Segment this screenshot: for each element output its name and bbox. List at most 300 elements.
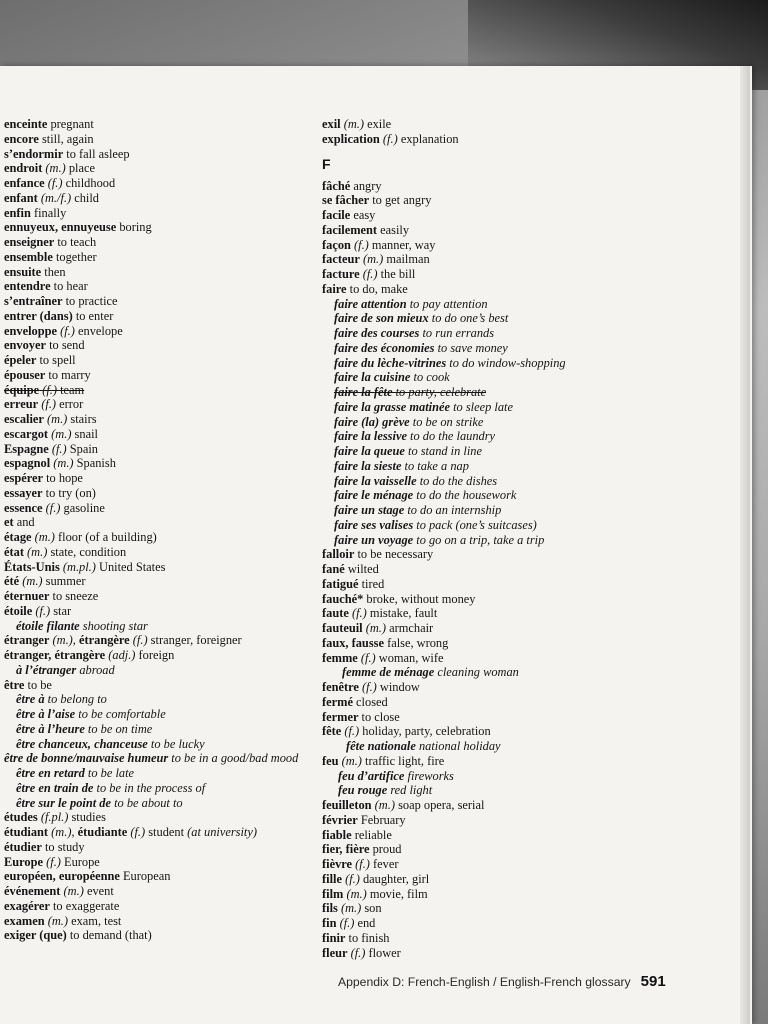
glossary-entry bbox=[322, 946, 622, 961]
definition: to spell bbox=[36, 353, 76, 367]
glossary-entry bbox=[4, 147, 304, 162]
glossary-entry bbox=[322, 606, 622, 621]
headword: feuilleton bbox=[322, 798, 372, 812]
definition: false, wrong bbox=[383, 635, 449, 650]
headword: faux, fausse bbox=[322, 635, 384, 650]
headword: erreur bbox=[4, 397, 39, 412]
glossary-entry bbox=[322, 931, 622, 946]
glossary-entry bbox=[4, 810, 304, 825]
phrase-translation: to do the housework bbox=[413, 488, 517, 503]
headword: et bbox=[4, 515, 14, 530]
definition: to fall asleep bbox=[63, 146, 130, 161]
phrase: faire du lèche-vitrines bbox=[334, 355, 447, 370]
definition: to hope bbox=[43, 471, 83, 485]
headword: fâché bbox=[322, 178, 351, 193]
part-of-speech: (f.) bbox=[341, 871, 360, 886]
glossary-entry bbox=[4, 633, 304, 648]
headword: étage bbox=[4, 530, 32, 544]
glossary-entry bbox=[4, 486, 304, 501]
phrase: faire la sieste bbox=[334, 458, 402, 473]
headword-feminine: étudiante bbox=[77, 825, 128, 839]
definition: summer bbox=[42, 574, 86, 589]
definition: manner, way bbox=[368, 237, 436, 252]
headword: entrer (dans) bbox=[4, 308, 73, 323]
part-of-speech: (f.) bbox=[44, 176, 63, 190]
headword: étranger bbox=[4, 633, 50, 648]
headword: espagnol bbox=[4, 456, 51, 471]
glossary-subentry bbox=[322, 503, 622, 518]
headword: feu bbox=[322, 753, 339, 768]
phrase-translation: to do one’s best bbox=[428, 311, 509, 326]
definition: to do, make bbox=[346, 281, 408, 296]
phrase-translation: to be late bbox=[84, 766, 135, 780]
headword: ensemble bbox=[4, 249, 53, 264]
phrase-translation: national holiday bbox=[415, 739, 501, 753]
headword: falloir bbox=[322, 547, 355, 562]
definition: to study bbox=[41, 839, 85, 854]
glossary-subentry bbox=[4, 737, 304, 752]
phrase: faire un voyage bbox=[334, 532, 414, 547]
phrase: à l’étranger bbox=[16, 662, 77, 677]
definition: stairs bbox=[67, 412, 97, 426]
usage-note: (at university) bbox=[187, 825, 257, 839]
headword: février bbox=[322, 812, 358, 827]
glossary-subentry bbox=[322, 297, 622, 312]
glossary-subentry bbox=[322, 400, 622, 415]
definition: mailman bbox=[383, 252, 430, 267]
glossary-entry bbox=[4, 914, 304, 929]
headword: facile bbox=[322, 208, 351, 222]
headword: enfance bbox=[4, 176, 45, 190]
headword: fauché* bbox=[322, 591, 364, 606]
definition: and bbox=[13, 515, 35, 530]
glossary-subentry bbox=[4, 692, 304, 707]
struck-text bbox=[334, 385, 486, 399]
glossary-entry bbox=[322, 857, 622, 872]
headword: être bbox=[4, 677, 25, 692]
part-of-speech: (f.) bbox=[127, 825, 146, 839]
definition: to finish bbox=[345, 930, 390, 945]
definition: to exaggerate bbox=[49, 898, 120, 913]
definition: tired bbox=[358, 576, 385, 591]
phrase: faire un stage bbox=[334, 503, 405, 517]
glossary-entry bbox=[322, 798, 622, 813]
phrase-translation: to cook bbox=[410, 370, 450, 385]
headword: se fâcher bbox=[322, 193, 370, 208]
struck-text bbox=[4, 383, 84, 397]
glossary-entry bbox=[4, 383, 304, 398]
definition: to close bbox=[358, 709, 400, 724]
part-of-speech: (m.) bbox=[48, 426, 72, 441]
glossary-subentry bbox=[4, 619, 304, 634]
part-of-speech: (m.) bbox=[42, 161, 66, 176]
definition: United States bbox=[95, 559, 166, 574]
headword: essayer bbox=[4, 485, 43, 500]
part-of-speech: (m.) bbox=[31, 530, 55, 544]
headword: fané bbox=[322, 562, 345, 576]
definition: easy bbox=[350, 208, 376, 222]
phrase-translation: to be in a good/bad mood bbox=[168, 751, 299, 766]
phrase-translation: to be about to bbox=[111, 795, 183, 810]
glossary-entry bbox=[4, 840, 304, 855]
headword: escargot bbox=[4, 426, 49, 441]
phrase-translation: to belong to bbox=[44, 692, 107, 707]
headword: étudiant bbox=[4, 825, 49, 839]
headword: épouser bbox=[4, 367, 46, 382]
definition: error bbox=[56, 397, 84, 412]
phrase-translation: cleaning woman bbox=[434, 665, 519, 680]
glossary-entry bbox=[4, 574, 304, 589]
glossary-subentry bbox=[4, 663, 304, 678]
definition: angry bbox=[350, 178, 382, 193]
definition: soap opera, serial bbox=[394, 798, 485, 812]
phrase-translation: to take a nap bbox=[401, 458, 469, 473]
phrase: être de bonne/mauvaise humeur bbox=[4, 751, 169, 766]
part-of-speech: (m.) bbox=[43, 412, 68, 426]
part-of-speech: (f.) bbox=[43, 854, 61, 869]
glossary-entry bbox=[4, 928, 304, 943]
headword: s’endormir bbox=[4, 146, 64, 161]
part-of-speech: (m.) bbox=[362, 621, 387, 635]
definition: foreign bbox=[135, 648, 175, 662]
glossary-subentry bbox=[322, 429, 622, 444]
glossary-entry bbox=[4, 220, 304, 235]
part-of-speech: (m.) bbox=[23, 544, 48, 559]
headword: ensuite bbox=[4, 264, 42, 279]
part-of-speech: (f.) bbox=[359, 267, 378, 281]
definition: childhood bbox=[62, 176, 116, 190]
glossary-subentry bbox=[322, 459, 622, 474]
phrase: faire la queue bbox=[334, 444, 405, 458]
phrase-translation: to run errands bbox=[419, 326, 495, 340]
phrase: faire la grasse matinée bbox=[334, 399, 450, 414]
glossary-entry bbox=[4, 869, 304, 884]
headword: événement bbox=[4, 884, 61, 898]
part-of-speech: (f.) bbox=[57, 323, 75, 338]
glossary-entry bbox=[4, 265, 304, 280]
headword: facilement bbox=[322, 222, 378, 237]
headword: examen bbox=[4, 913, 45, 928]
glossary-subentry bbox=[4, 707, 304, 722]
glossary-subentry bbox=[322, 518, 622, 533]
definition: European bbox=[119, 869, 171, 884]
definition: state, condition bbox=[47, 544, 127, 559]
headword: facture bbox=[322, 267, 360, 281]
glossary-entry bbox=[4, 338, 304, 353]
glossary-entry bbox=[4, 515, 304, 530]
glossary-entry bbox=[322, 680, 622, 695]
phrase: faire la cuisine bbox=[334, 370, 411, 385]
headword: enseigner bbox=[4, 235, 55, 249]
definition: to demand (that) bbox=[66, 928, 152, 943]
headword: fleur bbox=[322, 945, 348, 960]
glossary-subentry bbox=[322, 341, 622, 356]
glossary-entry bbox=[322, 547, 622, 562]
section-letter-heading: F bbox=[322, 155, 331, 172]
definition: to enter bbox=[72, 308, 114, 323]
glossary-entry bbox=[322, 724, 622, 739]
phrase: être à l’aise bbox=[16, 707, 76, 721]
definition: to be necessary bbox=[354, 547, 434, 562]
page-number: 591 bbox=[640, 973, 666, 990]
definition: team bbox=[57, 382, 85, 397]
glossary-entry bbox=[4, 176, 304, 191]
phrase-translation: to be on time bbox=[84, 721, 153, 736]
definition: exile bbox=[364, 117, 392, 131]
definition: February bbox=[357, 812, 406, 827]
definition: end bbox=[354, 916, 376, 930]
headword: États-Unis bbox=[4, 559, 60, 574]
glossary-entry bbox=[4, 456, 304, 471]
phrase: faire la fête bbox=[334, 385, 393, 399]
glossary-entry bbox=[4, 501, 304, 516]
phrase-translation: to be lucky bbox=[147, 736, 205, 751]
headword: études bbox=[4, 810, 38, 825]
phrase-translation: to be in the process of bbox=[93, 780, 206, 795]
part-of-speech: (m.) bbox=[343, 886, 367, 901]
phrase: être à l’heure bbox=[16, 721, 85, 736]
glossary-entry bbox=[322, 179, 622, 194]
headword: enfant bbox=[4, 190, 38, 205]
glossary-subentry bbox=[4, 722, 304, 737]
phrase-translation: to do window-shopping bbox=[446, 355, 566, 370]
glossary-entry bbox=[4, 825, 304, 840]
definition: exam, test bbox=[68, 913, 122, 928]
definition: envelope bbox=[74, 323, 123, 338]
glossary-entries-e-continued bbox=[322, 117, 622, 147]
glossary-subentry bbox=[4, 751, 304, 766]
definition: Spanish bbox=[73, 456, 116, 471]
definition: then bbox=[41, 264, 66, 279]
glossary-subentry bbox=[322, 488, 622, 503]
definition: wilted bbox=[344, 562, 379, 576]
headword: faire bbox=[322, 281, 347, 296]
definition: student bbox=[145, 825, 188, 839]
part-of-speech: (f.) bbox=[32, 603, 51, 618]
glossary-entry bbox=[4, 678, 304, 693]
part-of-speech: (m.) bbox=[340, 117, 364, 131]
headword: équipe bbox=[4, 382, 40, 397]
headword: épeler bbox=[4, 353, 37, 367]
definition: window bbox=[376, 680, 420, 694]
glossary-subentry bbox=[322, 444, 622, 459]
definition: studies bbox=[68, 810, 106, 825]
headword: fils bbox=[322, 901, 338, 916]
glossary-subentry bbox=[322, 356, 622, 371]
glossary-entry bbox=[4, 471, 304, 486]
glossary-entry bbox=[322, 252, 622, 267]
glossary-entry bbox=[322, 267, 622, 282]
part-of-speech: (f.pl.) bbox=[37, 810, 69, 825]
definition: event bbox=[83, 884, 114, 898]
headword: façon bbox=[322, 237, 351, 252]
phrase: faire de son mieux bbox=[334, 311, 429, 326]
glossary-entry bbox=[322, 828, 622, 843]
headword: entendre bbox=[4, 279, 51, 294]
phrase: faire des courses bbox=[334, 326, 420, 340]
part-of-speech: (m.), bbox=[48, 825, 78, 839]
definition: woman, wife bbox=[375, 650, 444, 665]
headword: film bbox=[322, 886, 344, 901]
glossary-entry bbox=[4, 442, 304, 457]
glossary-entries-f bbox=[322, 179, 622, 961]
headword: fiable bbox=[322, 827, 352, 842]
phrase: être chanceux, chanceuse bbox=[16, 736, 148, 751]
glossary-entry bbox=[4, 353, 304, 368]
phrase-translation: to do the laundry bbox=[406, 429, 496, 444]
phrase: faire (la) grève bbox=[334, 414, 410, 429]
definition: boring bbox=[116, 220, 152, 235]
glossary-subentry bbox=[322, 385, 622, 400]
definition: to hear bbox=[50, 279, 88, 294]
glossary-entry bbox=[322, 132, 622, 147]
glossary-entry bbox=[4, 235, 304, 250]
phrase: être en train de bbox=[16, 780, 94, 795]
glossary-entry bbox=[4, 117, 304, 132]
phrase-translation: to do an internship bbox=[404, 503, 502, 517]
headword: envoyer bbox=[4, 338, 46, 353]
phrase-translation: to be on strike bbox=[409, 414, 484, 429]
definition: to try (on) bbox=[42, 485, 96, 500]
glossary-entry bbox=[322, 592, 622, 607]
definition: to marry bbox=[45, 367, 91, 382]
part-of-speech: (f.) bbox=[348, 606, 367, 621]
definition: star bbox=[50, 603, 72, 618]
phrase-translation: fireworks bbox=[404, 768, 454, 783]
glossary-entry bbox=[4, 397, 304, 412]
headword: endroit bbox=[4, 161, 43, 176]
glossary-column-left bbox=[4, 117, 304, 943]
glossary-entry bbox=[4, 250, 304, 265]
glossary-entry bbox=[4, 368, 304, 383]
headword: exil bbox=[322, 117, 341, 131]
part-of-speech: (m.) bbox=[50, 456, 74, 471]
headword-feminine: étrangère bbox=[79, 633, 130, 648]
definition: traffic light, fire bbox=[361, 753, 445, 768]
definition: armchair bbox=[386, 621, 434, 635]
part-of-speech: (m.pl.) bbox=[59, 559, 96, 574]
phrase: feu d’artifice bbox=[338, 768, 405, 783]
part-of-speech: (f.) bbox=[358, 680, 377, 694]
phrase: être sur le point de bbox=[16, 795, 111, 810]
definition: mistake, fault bbox=[366, 606, 438, 621]
definition: son bbox=[361, 901, 382, 916]
definition: closed bbox=[352, 694, 388, 709]
glossary-subentry bbox=[322, 533, 622, 548]
phrase: étoile filante bbox=[16, 618, 80, 633]
part-of-speech: (m.) bbox=[359, 252, 384, 267]
definition: place bbox=[65, 161, 95, 176]
definition: proud bbox=[369, 842, 402, 857]
glossary-entry bbox=[4, 191, 304, 206]
glossary-subentry bbox=[4, 766, 304, 781]
glossary-entry bbox=[4, 545, 304, 560]
glossary-entry bbox=[4, 560, 304, 575]
phrase-translation: to do the dishes bbox=[416, 473, 498, 488]
part-of-speech: (f.) bbox=[352, 857, 370, 871]
headword: état bbox=[4, 544, 24, 559]
glossary-entry bbox=[322, 193, 622, 208]
headword: encore bbox=[4, 131, 39, 146]
glossary-entry bbox=[4, 884, 304, 899]
headword: faute bbox=[322, 606, 349, 621]
headword: enfin bbox=[4, 205, 31, 220]
glossary-entry bbox=[322, 695, 622, 710]
glossary-entry bbox=[322, 562, 622, 577]
headword: fièvre bbox=[322, 857, 353, 871]
definition: holiday, party, celebration bbox=[359, 724, 491, 739]
glossary-entry bbox=[322, 842, 622, 857]
glossary-entry bbox=[322, 901, 622, 916]
glossary-entry bbox=[4, 309, 304, 324]
phrase: femme de ménage bbox=[342, 665, 435, 680]
headword: finir bbox=[322, 930, 346, 945]
headword: Europe bbox=[4, 854, 44, 869]
headword: fin bbox=[322, 916, 337, 930]
headword: fermé bbox=[322, 694, 353, 709]
headword: enceinte bbox=[4, 117, 48, 131]
glossary-entry bbox=[322, 577, 622, 592]
definition: Spain bbox=[66, 441, 98, 456]
definition: to send bbox=[45, 338, 85, 353]
definition: still, again bbox=[38, 131, 94, 146]
glossary-entry bbox=[4, 899, 304, 914]
definition: together bbox=[52, 249, 97, 264]
definition: gasoline bbox=[60, 500, 105, 515]
glossary-entry bbox=[4, 294, 304, 309]
definition: fever bbox=[369, 857, 399, 871]
part-of-speech: (m.) bbox=[338, 753, 362, 768]
part-of-speech: (f.) bbox=[38, 397, 57, 412]
definition: to be bbox=[24, 677, 52, 692]
glossary-entry bbox=[4, 324, 304, 339]
definition: pregnant bbox=[47, 117, 94, 131]
headword: ennuyeux, ennuyeuse bbox=[4, 220, 117, 235]
definition: easily bbox=[377, 222, 410, 237]
part-of-speech: (f.) bbox=[39, 382, 58, 397]
part-of-speech: (m.) bbox=[60, 884, 84, 898]
phrase-translation: to pack (one’s suitcases) bbox=[413, 517, 537, 532]
definition: to sneeze bbox=[49, 589, 99, 603]
headword: escalier bbox=[4, 412, 44, 426]
part-of-speech: (m.) bbox=[44, 913, 69, 928]
phrase-translation: red light bbox=[387, 783, 433, 798]
glossary-entry bbox=[322, 813, 622, 828]
part-of-speech: (f.) bbox=[350, 237, 369, 252]
glossary-entry bbox=[4, 530, 304, 545]
glossary-subentry bbox=[4, 781, 304, 796]
glossary-entry bbox=[4, 206, 304, 221]
part-of-speech: (f.) bbox=[379, 131, 398, 146]
part-of-speech: (adj.) bbox=[105, 648, 136, 662]
definition: to practice bbox=[62, 294, 118, 308]
glossary-entry bbox=[322, 651, 622, 666]
glossary-entry bbox=[322, 117, 622, 132]
phrase-translation: to pay attention bbox=[406, 296, 488, 311]
phrase-translation: to party, celebrate bbox=[392, 385, 487, 399]
definition: flower bbox=[365, 945, 401, 960]
headword: fatigué bbox=[322, 576, 359, 591]
phrase-translation: to stand in line bbox=[404, 444, 483, 458]
headword: éternuer bbox=[4, 589, 50, 603]
definition: floor (of a building) bbox=[54, 530, 157, 544]
phrase: faire le ménage bbox=[334, 488, 414, 503]
headword: étranger, étrangère bbox=[4, 648, 106, 662]
phrase: fête nationale bbox=[346, 739, 416, 753]
phrase-translation: shooting star bbox=[79, 618, 148, 633]
glossary-entry bbox=[4, 132, 304, 147]
glossary-subentry bbox=[322, 783, 622, 798]
